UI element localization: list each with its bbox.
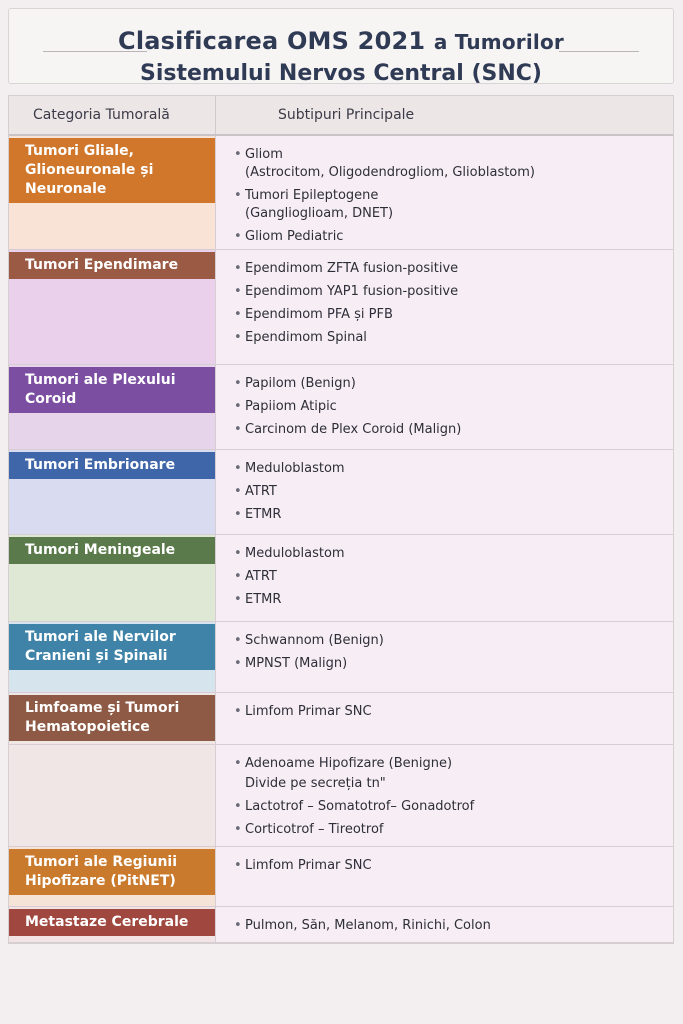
bullet-icon: • [234, 656, 242, 671]
bullet-icon: • [234, 261, 242, 276]
subtypes-cell [216, 622, 673, 692]
category-cell [9, 693, 216, 744]
bullet-icon: • [234, 461, 242, 476]
page-title-main: Clasificarea OMS 2021 [118, 27, 426, 55]
subtype-text: Gliom Pediatric [245, 229, 344, 244]
bullet-icon: • [234, 704, 242, 719]
table-row [9, 693, 673, 745]
subtype-item [234, 506, 673, 524]
subtype-item [234, 483, 673, 501]
bullet-icon: • [234, 633, 242, 648]
table-row [9, 907, 673, 943]
subtypes-cell [216, 535, 673, 621]
subtype-text: Meduloblastom [245, 546, 345, 561]
subtype-text: Adenoame Hipofizare (Benigne) [245, 756, 453, 771]
subtype-item [234, 545, 673, 563]
category-label: Tumori Ependimare [9, 252, 215, 279]
subtype-text: Ependimom ZFTA fusion-positive [245, 261, 459, 276]
table-row [9, 622, 673, 693]
subtype-text: MPNST (Malign) [245, 656, 348, 671]
subtype-text: Corticotrof – Tireotrof [245, 822, 384, 837]
subtype-item [234, 568, 673, 586]
page-title-tail: a Tumorilor [433, 30, 564, 54]
subtype-text: Carcinom de Plex Coroid (Malign) [245, 422, 462, 437]
bullet-icon: • [234, 822, 242, 837]
subtype-item [234, 460, 673, 478]
subtype-text: ETMR [245, 507, 282, 522]
category-cell [9, 136, 216, 249]
table-row [9, 847, 673, 907]
category-label: Limfoame și Tumori Hematopoietice [9, 695, 215, 741]
subtype-item [234, 283, 673, 301]
page-title-line-2: Sistemului Nervos Central (SNC) [140, 61, 542, 86]
subtype-text: Papilom (Benign) [245, 376, 356, 391]
subtypes-cell [216, 745, 673, 846]
title-panel [8, 8, 674, 84]
table-row [9, 450, 673, 535]
bullet-icon: • [234, 284, 242, 299]
bullet-icon: • [234, 307, 242, 322]
subtype-note [234, 775, 673, 793]
subtype-item [234, 798, 673, 816]
subtype-item [234, 857, 673, 875]
table-row [9, 136, 673, 250]
subtype-item [234, 421, 673, 439]
subtypes-cell [216, 136, 673, 249]
table-row [9, 535, 673, 622]
subtype-text: Pulmon, Săn, Melanom, Rinichi, Colon [245, 918, 491, 933]
subtypes-cell [216, 450, 673, 534]
table-header [9, 96, 673, 136]
subtype-item [234, 703, 673, 721]
header-category: Categoria Tumorală [9, 96, 216, 134]
subtype-item [234, 917, 673, 935]
category-cell [9, 622, 216, 692]
category-label: Tumori Embrionare [9, 452, 215, 479]
subtype-text: Divide pe secreția tn" [245, 776, 386, 791]
subtype-text: Schwannom (Benign) [245, 633, 384, 648]
subtype-text: ATRT [245, 484, 277, 499]
bullet-icon: • [234, 799, 242, 814]
bullet-icon: • [234, 422, 242, 437]
subtype-text: Ependimom YAP1 fusion-positive [245, 284, 459, 299]
subtype-text: Ependimom Spinal [245, 330, 367, 345]
subtype-detail: (Astrocitom, Oligodendrogliom, Glioblastom) [245, 165, 535, 180]
table-row [9, 365, 673, 450]
subtype-item [234, 398, 673, 416]
table-row [9, 745, 673, 847]
subtypes-cell [216, 693, 673, 744]
category-label: Tumori Gliale, Glioneuronale și Neuronale [9, 138, 215, 203]
subtypes-cell [216, 365, 673, 449]
subtype-text: Lactotrof – Somatotrof– Gonadotrof [245, 799, 475, 814]
subtype-item [234, 329, 673, 347]
bullet-icon: • [234, 592, 242, 607]
subtype-detail: (Ganglioglioam, DNET) [245, 206, 394, 221]
bullet-icon: • [234, 507, 242, 522]
header-subtypes: Subtipuri Principale [278, 107, 415, 123]
subtype-text: ATRT [245, 569, 277, 584]
subtype-text: Meduloblastom [245, 461, 345, 476]
subtype-text: Limfom Primar SNC [245, 704, 372, 719]
subtype-item [234, 146, 673, 182]
subtype-item [234, 821, 673, 839]
subtype-item [234, 228, 673, 246]
table-row [9, 250, 673, 365]
category-cell [9, 745, 216, 846]
bullet-icon: • [234, 147, 242, 162]
bullet-icon: • [234, 546, 242, 561]
subtype-item [234, 632, 673, 650]
bullet-icon: • [234, 569, 242, 584]
bullet-icon: • [234, 188, 242, 203]
category-label: Tumori ale Regiunii Hipofizare (PitNET) [9, 849, 215, 895]
category-cell [9, 847, 216, 906]
category-cell [9, 250, 216, 364]
subtypes-cell [216, 250, 673, 364]
category-cell [9, 450, 216, 534]
category-label: Tumori ale Nervilor Cranieni și Spinali [9, 624, 215, 670]
subtype-item [234, 306, 673, 324]
category-label: Metastaze Cerebrale [9, 909, 215, 936]
subtype-item [234, 591, 673, 609]
bullet-icon: • [234, 399, 242, 414]
bullet-icon: • [234, 376, 242, 391]
subtype-text: Gliom [245, 147, 283, 162]
subtype-item [234, 187, 673, 223]
page-title-line-1 [9, 27, 673, 55]
category-cell [9, 907, 216, 942]
subtype-item [234, 260, 673, 278]
bullet-icon: • [234, 229, 242, 244]
category-label: Tumori ale Plexului Coroid [9, 367, 215, 413]
bullet-icon: • [234, 330, 242, 345]
category-cell [9, 365, 216, 449]
bullet-icon: • [234, 858, 242, 873]
subtypes-cell [216, 907, 673, 942]
subtype-text: ETMR [245, 592, 282, 607]
bullet-icon: • [234, 918, 242, 933]
subtypes-cell [216, 847, 673, 906]
bullet-icon: • [234, 484, 242, 499]
subtype-text: Limfom Primar SNC [245, 858, 372, 873]
category-cell [9, 535, 216, 621]
subtype-item [234, 755, 673, 773]
subtype-text: Ependimom PFA și PFB [245, 307, 393, 322]
subtype-text: Papiiom Atipic [245, 399, 337, 414]
subtype-item [234, 375, 673, 393]
category-label: Tumori Meningeale [9, 537, 215, 564]
table-body [9, 136, 673, 943]
subtype-item [234, 655, 673, 673]
bullet-icon: • [234, 756, 242, 771]
subtype-text: Tumori Epileptogene [245, 188, 379, 203]
classification-table [8, 95, 674, 944]
